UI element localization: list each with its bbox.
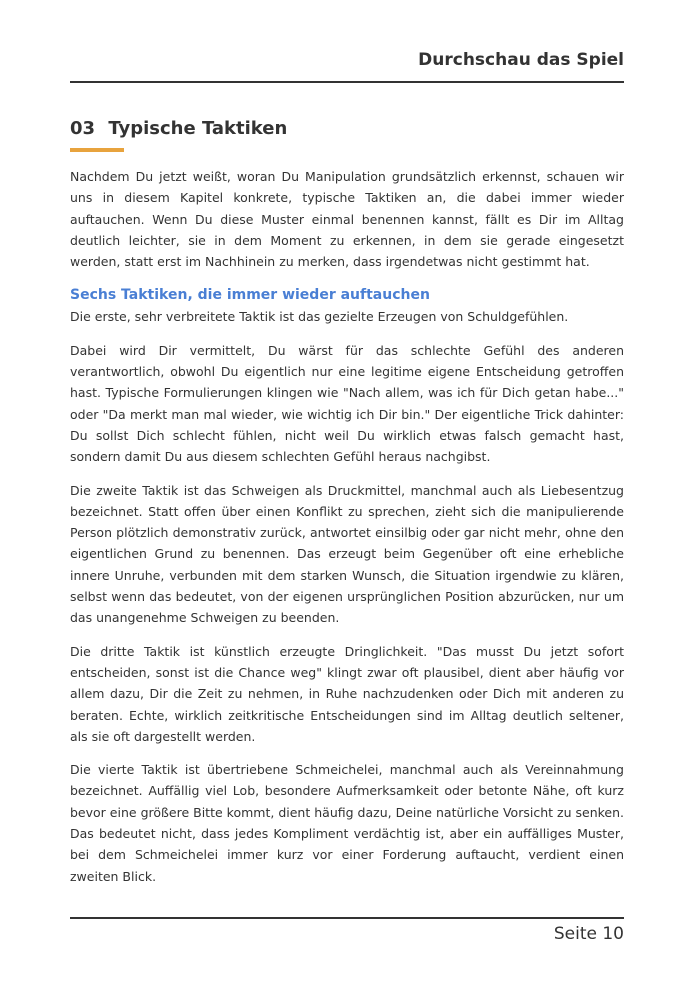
- body-paragraph: Die zweite Taktik ist das Schweigen als Druckmittel, manchmal auch als Liebesentzug bezeichnet. Statt offen über einen Konflikt zu sprechen, zieht sich die manipulierende Person plötzlich demonstrativ zurück, antwortet einsilbig oder gar nicht mehr, ohne den eigentlichen Grund zu benennen. Das erzeugt beim Gegenüber oft eine erhebliche innere Unruhe, verbunden mit dem starken Wunsch, die Situation irgendwie zu klären, selbst wenn das bedeutet, von der eigenen ursprünglichen Position abzurücken, nur um das unangenehme Schweigen zu beenden.: [70, 482, 624, 626]
- header-divider: [70, 81, 624, 83]
- chapter-number: 03: [70, 118, 96, 139]
- body-paragraph: Die dritte Taktik ist künstlich erzeugte Dringlichkeit. "Das musst Du jetzt sofort entscheiden, sonst ist die Chance weg" klingt zwar oft plausibel, dient aber häufig vor allem dazu, Dir die Zeit zu nehmen, in Ruhe nachzudenken oder Dich mit anderen zu beraten. Echte, wirklich zeitkritische Entscheidungen sind im Alltag deutlich seltener, als sie oft dargestellt werden.: [70, 643, 624, 744]
- intro-paragraph: Nachdem Du jetzt weißt, woran Du Manipulation grundsätzlich erkennst, schauen wir uns in diesem Kapitel konkrete, typische Taktiken an, die dabei immer wieder auftauchen. Wenn Du diese Muster einmal benennen kannst, fällt es Dir im Alltag deutlich leichter, sie in dem Moment zu erkennen, in dem sie gerade eingesetzt werden, statt erst im Nachhinein zu merken, dass irgendetwas nicht gestimmt hat.: [70, 169, 624, 270]
- body-paragraph: Die vierte Taktik ist übertriebene Schmeichelei, manchmal auch als Vereinnahmung bezeichnet. Auffällig viel Lob, besondere Aufmerksamkeit oder betonte Nähe, oft kurz bevor eine größere Bitte kommt, dient häufig dazu, Deine natürliche Vorsicht zu senken. Das bedeutet nicht, dass jedes Kompliment verdächtig ist, aber ein auffälliges Muster, bei dem Schmeichelei immer kurz vor einer Forderung auftaucht, verdient einen zweiten Blick.: [70, 762, 624, 884]
- document-page: [70, 0, 624, 990]
- page-content: [70, 166, 624, 899]
- body-paragraph: Dabei wird Dir vermittelt, Du wärst für das schlechte Gefühl des anderen verantwortlich, obwohl Du eigentlich nur eine legitime eigene Entscheidung getroffen hast. Typische Formulierungen klingen wie "Nach allem, was ich für Dich getan habe..." oder "Da merkt man mal wieder, wie wichtig ich Dir bin." Der eigentliche Trick dahinter: Du sollst Dich schlecht fühlen, nicht weil Du wirklich etwas falsch gemacht hast, sondern damit Du aus diesem schlechten Gefühl heraus nachgibst.: [70, 342, 624, 465]
- section-heading: Sechs Taktiken, die immer wieder auftauchen: [70, 287, 430, 304]
- page-number: Seite 10: [553, 924, 624, 944]
- footer-divider: [70, 917, 624, 919]
- running-header: Durchschau das Spiel: [418, 50, 624, 70]
- title-accent-bar: [70, 148, 124, 152]
- chapter-title: [70, 118, 287, 139]
- chapter-title-text: Typische Taktiken: [108, 118, 288, 139]
- body-paragraph: Die erste, sehr verbreitete Taktik ist das gezielte Erzeugen von Schuldgefühlen.: [70, 309, 569, 325]
